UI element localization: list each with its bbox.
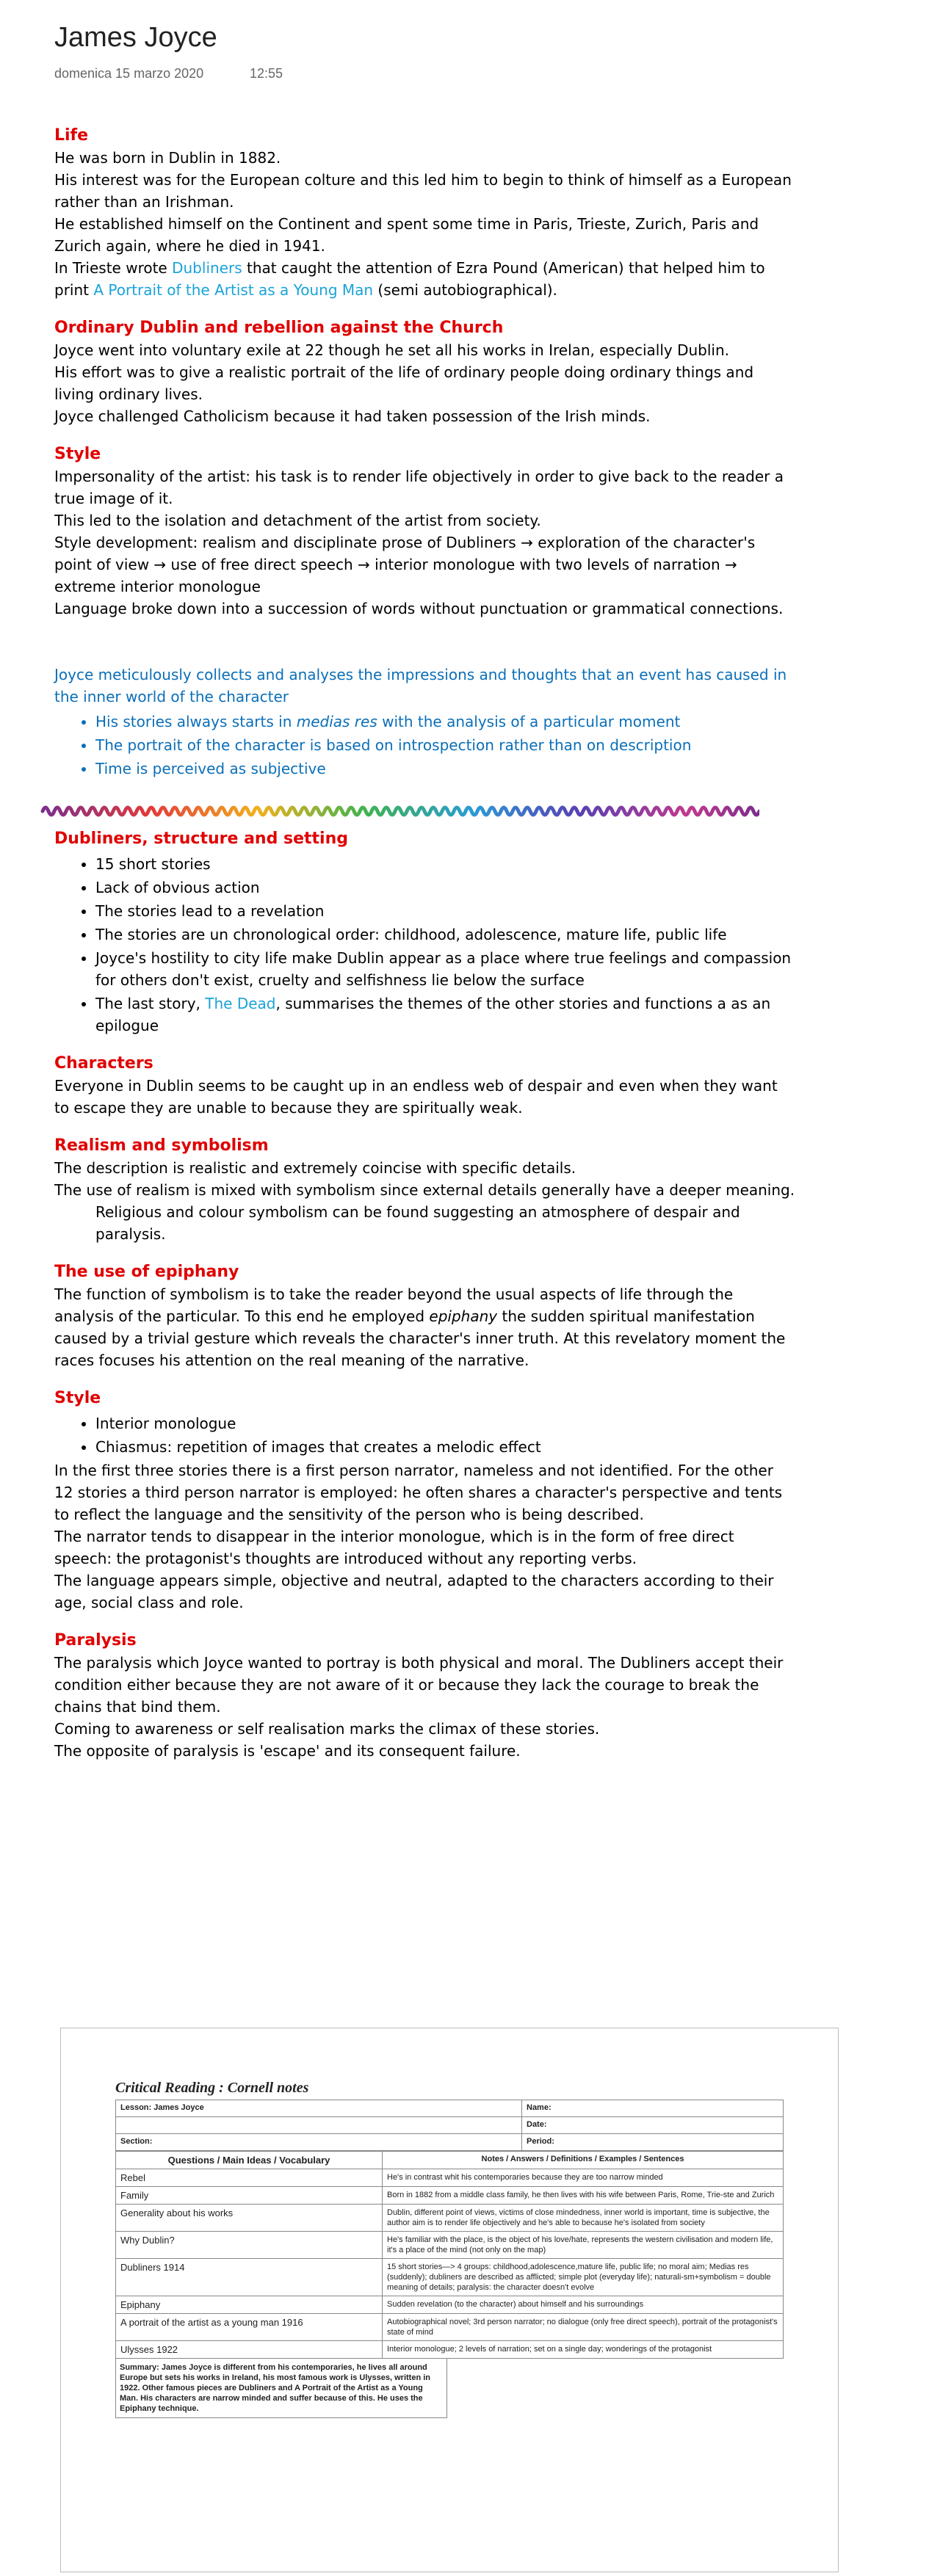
cornell-header-table xyxy=(115,2100,784,2151)
table-row: Epiphany Sudden revelation (to the character) about himself and his surroundings xyxy=(116,2296,784,2314)
paralysis-line: The opposite of paralysis is 'escape' and its consequent failure. xyxy=(54,1742,521,1760)
the-dead-link[interactable]: The Dead xyxy=(205,995,276,1012)
dubliners-heading: Dubliners, structure and setting xyxy=(54,830,348,848)
style2-item: • Chiasmus: repetition of images that creates a melodic effect xyxy=(95,1436,796,1458)
epiphany-heading: The use of epiphany xyxy=(54,1263,239,1281)
dubliners-link[interactable]: Dubliners xyxy=(172,259,242,277)
style2-line: In the first three stories there is a first person narrator, nameless and not identified. For the other 12 stories a third person narrator is employed: he often shares a character's perspective and tents to reflect the language and the sensitivity of the person who is being described. xyxy=(54,1462,783,1523)
dublin-line: Joyce went into voluntary exile at 22 though he set all his works in Irelan, especially Dublin. xyxy=(54,341,730,359)
life-heading: Life xyxy=(54,126,89,145)
cornell-summary: Summary: James Joyce is different from his contemporaries, he lives all around Europe but sets his works in Ireland, his most famous work is Ulysses, written in 1922. Other famous pieces are Dubliners and A Portrait of the Artist as a Young Man. His characters are narrow minded and suffer because of this. He uses the Epiphany technique. xyxy=(115,2359,447,2418)
table-row: Rebel He's in contrast whit his contemporaries because they are too narrow minded xyxy=(116,2169,784,2187)
blue-intro: Joyce meticulously collects and analyses the impressions and thoughts that an event has caused in the inner world of the character xyxy=(54,666,787,705)
portrait-link[interactable]: A Portrait of the Artist as a Young Man xyxy=(93,281,374,299)
life-line: His interest was for the European colture and this led him to begin to think of himself as a European rather than an Irishman. xyxy=(54,171,792,211)
table-row: A portrait of the artist as a young man 1916 Autobiographical novel; 3rd person narrator; no dialogue (only free direct speech), portrait of the protagonist's state of mind xyxy=(116,2314,784,2341)
lesson-field: Lesson: James Joyce xyxy=(116,2100,522,2117)
style-line: This led to the isolation and detachment of the artist from society. xyxy=(54,512,541,529)
paralysis-heading: Paralysis xyxy=(54,1631,137,1650)
period-field: Period: xyxy=(522,2134,784,2151)
dubliners-item: • The stories lead to a revelation xyxy=(95,900,796,922)
cornell-notes-image[interactable] xyxy=(60,2028,839,2572)
section-field: Section: xyxy=(116,2134,522,2151)
style-line: Style development: realism and disciplinate prose of Dubliners → exploration of the character's point of view → use of free direct speech → interior monologue with two levels of narration → extreme interior monologue xyxy=(54,534,756,595)
dubliners-item: • The stories are un chronological order: childhood, adolescence, mature life, public life xyxy=(95,924,796,946)
dubliners-item: • Lack of obvious action xyxy=(95,877,796,899)
epiphany-text: The function of symbolism is to take the reader beyond the usual aspects of life through the analysis of the particular. To this end he employed epiphany the sudden spiritual manifestation caused by a trivial gesture which reveals the character's inner truth. At this revelatory moment the races focuses his attention on the real meaning of the narrative. xyxy=(54,1285,786,1369)
table-row: Why Dublin? He's familiar with the place, is the object of his love/hate, represents the western civilisation and modern life, it's a place of the mind (not only on the map) xyxy=(116,2232,784,2259)
dublin-heading: Ordinary Dublin and rebellion against the Church xyxy=(54,319,504,337)
rainbow-squiggle-divider xyxy=(40,802,759,821)
col-questions: Questions / Main Ideas / Vocabulary xyxy=(116,2152,383,2169)
life-line: He established himself on the Continent and spent some time in Paris, Trieste, Zurich, Paris and Zurich again, where he died in 1941. xyxy=(54,215,759,255)
life-line: He was born in Dublin in 1882. xyxy=(54,149,281,167)
blue-bullet: • His stories always starts in medias res with the analysis of a particular moment xyxy=(95,711,796,733)
realism-line: The description is realistic and extremely coincise with specific details. xyxy=(54,1159,576,1177)
name-field: Name: xyxy=(522,2100,784,2117)
table-row: Family Born in 1882 from a middle class family, he then lives with his wife between Paris, Rome, Trie-ste and Zurich xyxy=(116,2187,784,2205)
style2-heading: Style xyxy=(54,1389,101,1407)
dublin-line: Joyce challenged Catholicism because it had taken possession of the Irish minds. xyxy=(54,407,651,425)
page-time: 12:55 xyxy=(250,66,283,81)
dublin-line: His effort was to give a realistic portrait of the life of ordinary people doing ordinary things and living ordinary lives. xyxy=(54,363,754,403)
realism-heading: Realism and symbolism xyxy=(54,1136,269,1155)
page-title: James Joyce xyxy=(54,22,217,53)
style-line: Language broke down into a succession of words without punctuation or grammatical connections. xyxy=(54,600,784,617)
notes-body[interactable] xyxy=(54,125,796,1762)
paralysis-line: Coming to awareness or self realisation marks the climax of these stories. xyxy=(54,1720,600,1738)
blue-block xyxy=(54,664,796,780)
realism-line: The use of realism is mixed with symbolism since external details generally have a deeper meaning. xyxy=(54,1181,795,1199)
table-row: Ulysses 1922 Interior monologue; 2 levels of narration; set on a single day; wonderings of the protagonist xyxy=(116,2341,784,2359)
characters-text: Everyone in Dublin seems to be caught up in an endless web of despair and even when they want to escape they are unable to because they are spiritually weak. xyxy=(54,1077,778,1117)
cornell-title: Critical Reading : Cornell notes xyxy=(115,2080,309,2096)
blue-bullet: • Time is perceived as subjective xyxy=(95,758,796,780)
date-field: Date: xyxy=(522,2117,784,2134)
realism-indented: Religious and colour symbolism can be found suggesting an atmosphere of despair and paralysis. xyxy=(95,1203,740,1243)
col-notes: Notes / Answers / Definitions / Examples / Sentences xyxy=(383,2152,784,2169)
trieste-line: In Trieste wrote Dubliners that caught the attention of Ezra Pound (American) that helped him to print A Portrait of the Artist as a Young Man (semi autobiographical). xyxy=(54,259,765,299)
style-heading: Style xyxy=(54,445,101,463)
style-line: Impersonality of the artist: his task is to render life objectively in order to give back to the reader a true image of it. xyxy=(54,468,784,507)
style2-line: The language appears simple, objective and neutral, adapted to the characters according to their age, social class and role. xyxy=(54,1572,774,1611)
blue-bullet: • The portrait of the character is based on introspection rather than on description xyxy=(95,734,796,756)
table-row: Dubliners 1914 15 short stories—> 4 groups: childhood,adolescence,mature life, public life; no moral aim; Medias res (suddenly); dubliners are described as afflicted; simple plot (everyday life); naturali-sm+symbolism = double meaning of details; paralysis: the character doesn't evolve xyxy=(116,2259,784,2296)
cornell-notes-table xyxy=(115,2151,784,2359)
table-row: Generality about his works Dublin, different point of views, victims of close mindedness, inner world is important, time is subjective, the author aim is to render life objectively and he's able to because he's isolated from society xyxy=(116,2205,784,2232)
dubliners-item: • The last story, The Dead, summarises the themes of the other stories and functions a as an epilogue xyxy=(95,993,796,1037)
dubliners-item: • Joyce's hostility to city life make Dublin appear as a place where true feelings and compassion for others don't exist, cruelty and selfishness lie below the surface xyxy=(95,947,796,991)
style2-line: The narrator tends to disappear in the interior monologue, which is in the form of free direct speech: the protagonist's thoughts are introduced without any reporting verbs. xyxy=(54,1528,734,1567)
page-date: domenica 15 marzo 2020 xyxy=(54,66,204,81)
dubliners-item: • 15 short stories xyxy=(95,853,796,875)
style2-item: • Interior monologue xyxy=(95,1412,796,1434)
paralysis-line: The paralysis which Joyce wanted to portray is both physical and moral. The Dubliners accept their condition either because they are not aware of it or because they lack the courage to break the chains that bind them. xyxy=(54,1654,784,1716)
characters-heading: Characters xyxy=(54,1054,153,1073)
